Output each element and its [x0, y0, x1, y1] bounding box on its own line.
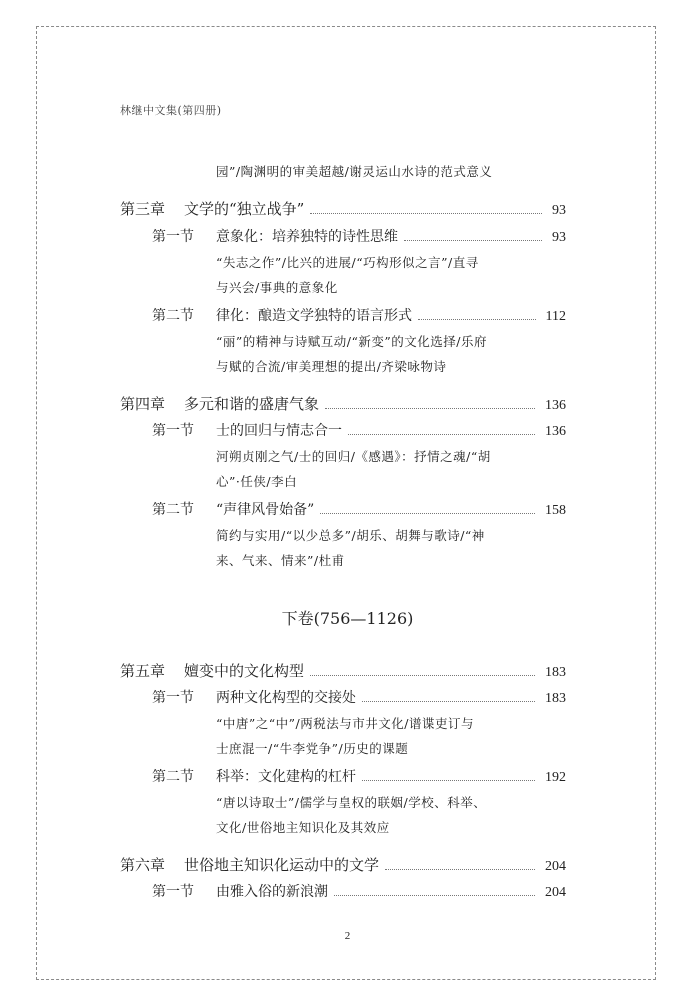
section-summary: “中唐”之“中”/两税法与市井文化/谱谍吏订与 — [216, 716, 474, 731]
section-summary: 与兴会/事典的意象化 — [216, 280, 338, 295]
chapter-title: 文学的“独立战争” — [184, 200, 305, 218]
leader-dots — [348, 433, 535, 435]
chapter-label: 第六章 — [120, 856, 166, 874]
section-summary: 简约与实用/“以少总多”/胡乐、胡舞与歌诗/“神 — [216, 528, 485, 543]
leader-dots — [362, 779, 535, 781]
leader-dots — [334, 894, 535, 896]
section-title: 由雅入俗的新浪潮 — [216, 884, 328, 900]
chapter-label: 第五章 — [120, 662, 166, 680]
chapter-label: 第四章 — [120, 395, 166, 413]
section-summary: 与赋的合流/审美理想的提出/齐梁咏物诗 — [216, 359, 447, 374]
section-title: 士的回归与情志合一 — [216, 423, 342, 439]
page-ref: 158 — [545, 503, 566, 518]
section-title: “声律风骨始备” — [216, 502, 315, 518]
leader-dots — [310, 212, 542, 214]
toc-section[interactable] — [152, 226, 566, 246]
section-summary: 士庶混一/“牛李党争”/历史的课题 — [216, 741, 409, 756]
section-label: 第一节 — [152, 884, 194, 900]
page-ref: 136 — [545, 424, 566, 439]
section-title: 意象化：培养独特的诗性思维 — [216, 229, 398, 245]
section-title: 两种文化构型的交接处 — [216, 690, 356, 706]
running-header: 林继中文集(第四册) — [120, 104, 222, 117]
leader-dots — [362, 700, 535, 702]
page-ref: 183 — [545, 665, 566, 680]
toc-section[interactable] — [152, 420, 566, 440]
chapter-title: 嬗变中的文化构型 — [184, 662, 305, 680]
section-summary: 文化/世俗地主知识化及其效应 — [216, 820, 390, 835]
page-ref: 136 — [545, 398, 566, 413]
leader-dots — [404, 239, 542, 241]
toc-chapter[interactable] — [120, 198, 566, 219]
toc-chapter[interactable] — [120, 854, 566, 875]
section-label: 第一节 — [152, 690, 194, 706]
page-ref: 93 — [552, 203, 566, 218]
page-ref: 93 — [552, 230, 566, 245]
section-summary: “丽”的精神与诗赋互动/“新变”的文化选择/乐府 — [216, 334, 487, 349]
continuation-line: 园”/陶渊明的审美超越/谢灵运山水诗的范式意义 — [216, 164, 493, 179]
section-title: 律化：酿造文学独特的语言形式 — [216, 308, 412, 324]
section-label: 第二节 — [152, 502, 194, 518]
section-label: 第一节 — [152, 423, 194, 439]
page-ref: 183 — [545, 691, 566, 706]
page-number: 2 — [344, 930, 351, 942]
toc-chapter[interactable] — [120, 393, 566, 414]
section-summary: 来、气来、情来”/杜甫 — [216, 553, 345, 568]
volume-title: 下卷(756—1126) — [281, 609, 414, 628]
chapter-label: 第三章 — [120, 200, 166, 218]
toc-chapter[interactable] — [120, 660, 566, 681]
leader-dots — [385, 868, 535, 870]
toc-section[interactable] — [152, 766, 566, 786]
page-ref: 204 — [545, 859, 566, 874]
section-label: 第二节 — [152, 769, 194, 785]
page-ref: 112 — [545, 309, 566, 324]
section-summary: “失志之作”/比兴的进展/“巧构形似之言”/直寻 — [216, 255, 479, 270]
leader-dots — [325, 407, 535, 409]
leader-dots — [418, 318, 536, 320]
chapter-title: 多元和谐的盛唐气象 — [184, 395, 320, 413]
page-ref: 192 — [545, 770, 566, 785]
leader-dots — [320, 512, 535, 514]
section-title: 科举：文化建构的杠杆 — [216, 769, 356, 785]
toc-section[interactable] — [152, 881, 566, 901]
toc-section[interactable] — [152, 687, 566, 707]
chapter-title: 世俗地主知识化运动中的文学 — [184, 856, 380, 874]
section-summary: 河朔贞刚之气/士的回归/《感遇》：抒情之魂/“胡 — [216, 449, 491, 464]
toc-section[interactable] — [152, 305, 566, 325]
section-summary: 心”·任侠/李白 — [216, 474, 298, 489]
section-label: 第一节 — [152, 229, 194, 245]
section-summary: “唐以诗取士”/儒学与皇权的联姻/学校、科举、 — [216, 795, 487, 810]
page-ref: 204 — [545, 885, 566, 900]
leader-dots — [310, 674, 535, 676]
toc-section[interactable] — [152, 499, 566, 519]
section-label: 第二节 — [152, 308, 194, 324]
